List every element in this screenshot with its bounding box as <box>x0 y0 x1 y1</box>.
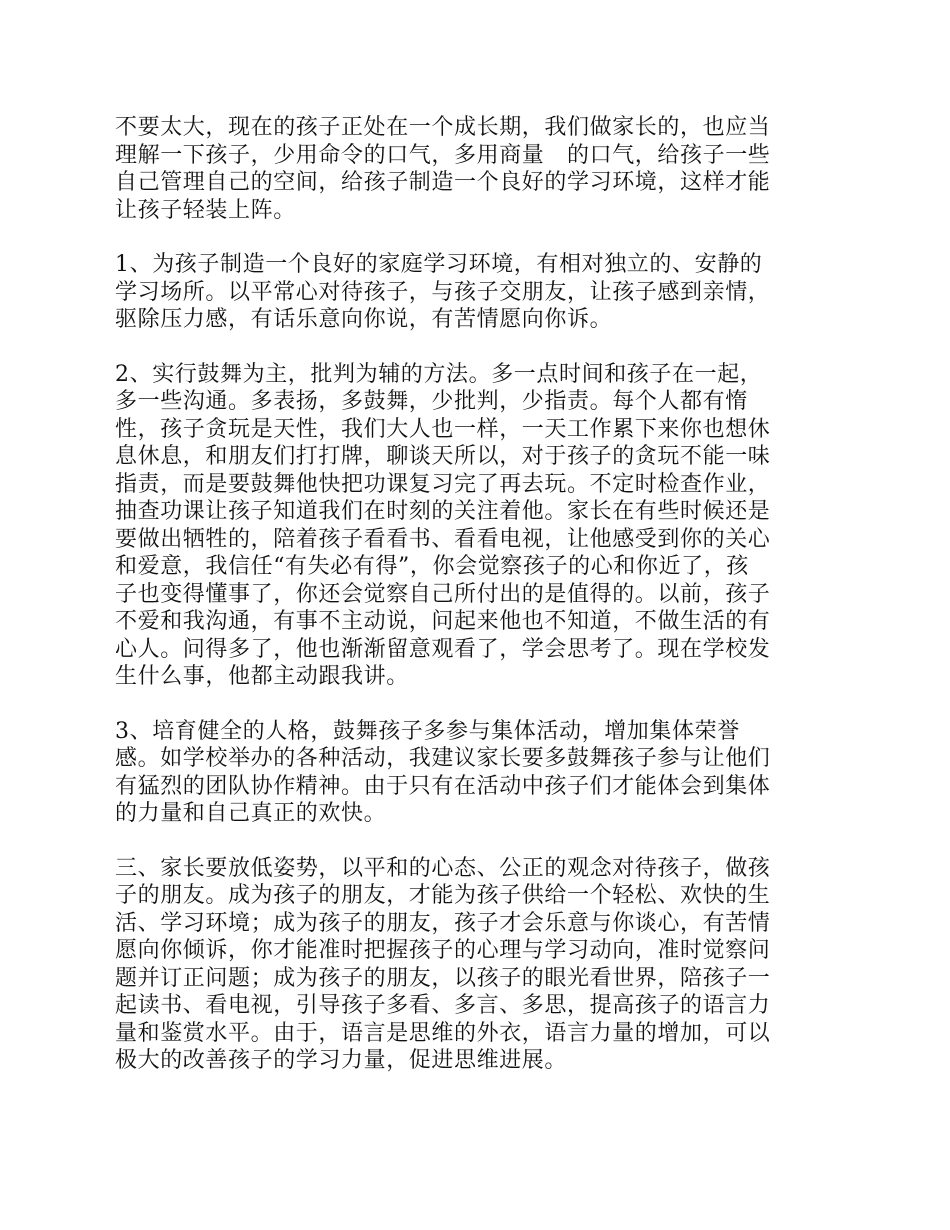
text-line: 心人。问得多了，他也渐渐留意观看了，学会思考了。现在学校发 <box>115 636 771 662</box>
text-line: 有猛烈的团队协作精神。由于只有在活动中孩子们才能体会到集体 <box>115 773 771 799</box>
text-line: 的力量和自己真正的欢快。 <box>115 801 387 826</box>
text-line: 极大的改善孩子的学习力量，促进思维进展。 <box>115 1048 568 1073</box>
document-body <box>115 114 840 1102</box>
text-line: 让孩子轻装上阵。 <box>115 197 296 223</box>
text-line: 题并订正问题；成为孩子的朋友，以孩子的眼光看世界，陪孩子一 <box>115 965 771 991</box>
paragraph-intro-continuation <box>115 114 840 224</box>
paragraph-point-1 <box>115 251 840 334</box>
text-line: 愿向你倾诉，你才能准时把握孩子的心理与学习动向，准时觉察问 <box>115 938 771 963</box>
text-line: 要做出牺牲的，陪着孩子看看书、看看电视，让他感受到你的关心 <box>115 526 771 552</box>
text-line: 子的朋友。成为孩子的朋友，才能为孩子供给一个轻松、欢快的生 <box>115 883 771 908</box>
text-line: 息休息，和朋友们打打牌，聊谈天所以，对于孩子的贪玩不能一味 <box>115 444 771 469</box>
text-line: 学习场所。以平常心对待孩子，与孩子交朋友，让孩子感到亲情， <box>115 279 771 305</box>
text-line: 2、实行鼓舞为主，批判为辅的方法。多一点时间和孩子在一起， <box>115 361 763 387</box>
text-line: 活、学习环境；成为孩子的朋友，孩子才会乐意与你谈心，有苦情 <box>115 910 771 936</box>
text-line: 多一些沟通。多表扬，多鼓舞，少批判，少指责。每个人都有惰 <box>115 389 748 414</box>
text-line: 不要太大，现在的孩子正处在一个成长期，我们做家长的，也应当 <box>115 115 771 140</box>
text-line: 三、家长要放低姿势，以平和的心态、公正的观念对待孩子，做孩 <box>115 855 771 881</box>
text-line: 3、培育健全的人格，鼓舞孩子多参与集体活动，增加集体荣誉 <box>115 718 740 744</box>
text-line: 指责，而是要鼓舞他快把功课复习完了再去玩。不定时检查作业， <box>115 471 771 497</box>
text-line: 和爱意，我信任“有失必有得”，你会觉察孩子的心和你近了，孩 <box>115 554 749 579</box>
paragraph-point-2 <box>115 361 840 691</box>
text-line: 起读书、看电视，引导孩子多看、多言、多思，提高孩子的语言力 <box>115 993 771 1018</box>
text-line: 性，孩子贪玩是天性，我们大人也一样，一天工作累下来你也想休 <box>115 416 771 442</box>
paragraph-section-3 <box>115 855 840 1075</box>
text-line: 理解一下孩子，少用命令的口气，多用商量 的口气，给孩子一些 <box>115 142 771 168</box>
text-line: 抽查功课让孩子知道我们在时刻的关注着他。家长在有些时候还是 <box>115 499 771 524</box>
text-line: 驱除压力感，有话乐意向你说，有苦情愿向你诉。 <box>115 307 613 332</box>
paragraph-point-3 <box>115 718 840 828</box>
text-line: 1、为孩子制造一个良好的家庭学习环境，有相对独立的、安静的 <box>115 252 763 277</box>
text-line: 不爱和我沟通，有事不主动说，问起来他也不知道，不做生活的有 <box>115 609 771 634</box>
text-line: 自己管理自己的空间，给孩子制造一个良好的学习环境，这样才能 <box>115 170 771 195</box>
text-line: 感。如学校举办的各种活动，我建议家长要多鼓舞孩子参与让他们 <box>115 746 771 771</box>
text-line: 子也变得懂事了，你还会觉察自己所付出的是值得的。以前，孩子 <box>115 581 771 607</box>
text-line: 生什么事，他都主动跟我讲。 <box>115 664 409 689</box>
text-line: 量和鉴赏水平。由于，语言是思维的外衣，语言力量的增加，可以 <box>115 1020 771 1046</box>
